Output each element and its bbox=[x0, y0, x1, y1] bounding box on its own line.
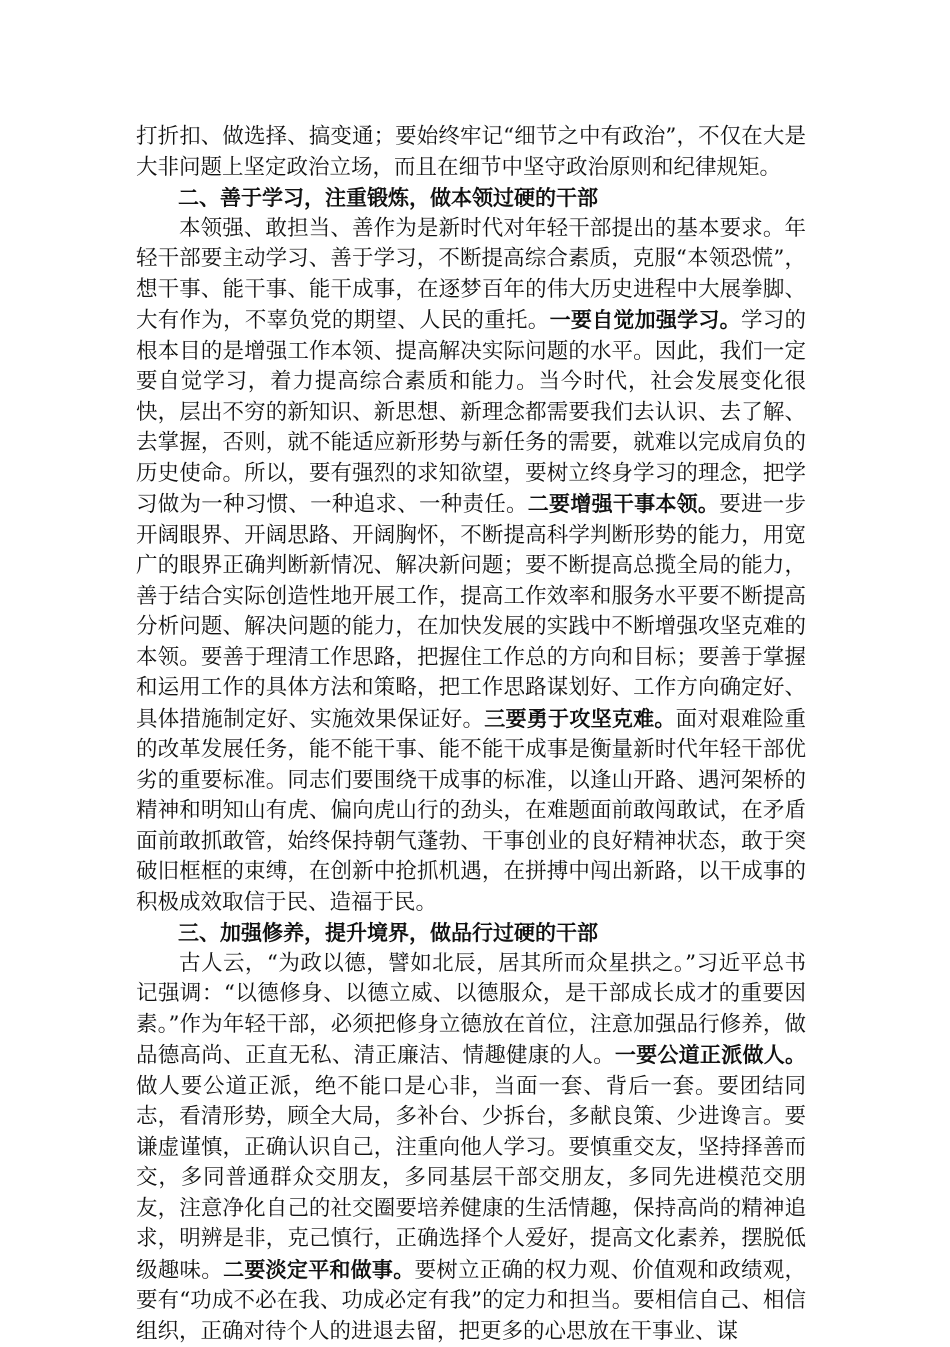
section-heading-2: 二、善于学习，注重锻炼，做本领过硬的干部 bbox=[136, 183, 806, 214]
key-point-study: 一要自觉加强学习。 bbox=[550, 308, 741, 332]
key-point-challenges-text: 面对艰难险重的改革发展任务，能不能干事、能不能干成事是衡量新时代年轻干部优劣的重要标准。同志们要围绕干成事的标准，以逢山开路、遇河架桥的精神和明知山有虎、偏向虎山行的劲头，在难题面前敢闯敢试，在矛盾面前敢抓敢管，始终保持朝气蓬勃、干事创业的良好精神状态，敢于突破旧框框的束缚，在创新中抢抓机遇，在拼搏中闯出新路，以干成事的积极成效取信于民、造福于民。 bbox=[136, 707, 806, 915]
key-point-calm-text: 要树立正确的权力观、价值观和政绩观，要有“功成不必在我、功成必定有我”的定力和担当。要相信自己、相信组织，正确对待个人的进退去留，把更多的心思放在干事业、谋 bbox=[136, 1258, 806, 1344]
section-3-intro: 古人云，“为政以德，譬如北辰，居其所而众星拱之。”习近平总书记强调：“以德修身、以德立威、以德服众，是干部成长成才的重要因素。”作为年轻干部，必须把修身立德放在首位，注意加强品行修养，做品德高尚、正直无私、清正廉洁、情趣健康的人。 bbox=[136, 951, 806, 1069]
key-point-skills: 二要增强干事本领。 bbox=[528, 492, 719, 516]
document-page bbox=[136, 122, 806, 1347]
section-2-paragraph bbox=[136, 214, 806, 919]
key-point-calm: 二要淡定平和做事。 bbox=[223, 1258, 414, 1282]
key-point-challenges: 三要勇于攻坚克难。 bbox=[484, 707, 675, 731]
key-point-integrity: 一要公道正派做人。 bbox=[615, 1043, 806, 1067]
section-3-paragraph bbox=[136, 949, 806, 1347]
section-2-intro: 本领强、敢担当、善作为是新时代对年轻干部提出的基本要求。年轻干部要主动学习、善于学习，不断提高综合素质，克服“本领恐慌”，想干事、能干事、能干成事，在逐梦百年的伟大历史进程中大展拳脚、大有作为，不辜负党的期望、人民的重托。 bbox=[136, 216, 806, 334]
key-point-study-text: 学习的根本目的是增强工作本领、提高解决实际问题的水平。因此，我们一定要自觉学习，着力提高综合素质和能力。当今时代，社会发展变化很快，层出不穷的新知识、新思想、新理念都需要我们去认识、去了解、去掌握，否则，就不能适应新形势与新任务的需要，就难以完成肩负的历史使命。所以，要有强烈的求知欲望，要树立终身学习的理念，把学习做为一种习惯、一种追求、一种责任。 bbox=[136, 308, 806, 517]
paragraph-continuation: 打折扣、做选择、搞变通；要始终牢记“细节之中有政治”，不仅在大是大非问题上坚定政治立场，而且在细节中坚守政治原则和纪律规矩。 bbox=[136, 122, 806, 183]
key-point-skills-text: 要进一步开阔眼界、开阔思路、开阔胸怀，不断提高科学判断形势的能力，用宽广的眼界正确判断新情况、解决新问题；要不断提高总揽全局的能力，善于结合实际创造性地开展工作，提高工作效率和服务水平要不断提高分析问题、解决问题的能力，在加快发展的实践中不断增强攻坚克难的本领。要善于理清工作思路，把握住工作总的方向和目标；要善于掌握和运用工作的具体方法和策略，把工作思路谋划好、工作方向确定好、具体措施制定好、实施效果保证好。 bbox=[136, 492, 806, 732]
key-point-integrity-text: 做人要公道正派，绝不能口是心非，当面一套、背后一套。要团结同志，看清形势，顾全大局，多补台、少拆台，多献良策、少进谗言。要谦虚谨慎，正确认识自己，注重向他人学习。要慎重交友，坚持择善而交，多同普通群众交朋友，多同基层干部交朋友，多同先进模范交朋友，注意净化自己的社交圈要培养健康的生活情趣，保持高尚的精神追求，明辨是非，克己慎行，正确选择个人爱好，提高文化素养，摆脱低级趣味。 bbox=[136, 1074, 806, 1283]
section-heading-3: 三、加强修养，提升境界，做品行过硬的干部 bbox=[136, 918, 806, 949]
